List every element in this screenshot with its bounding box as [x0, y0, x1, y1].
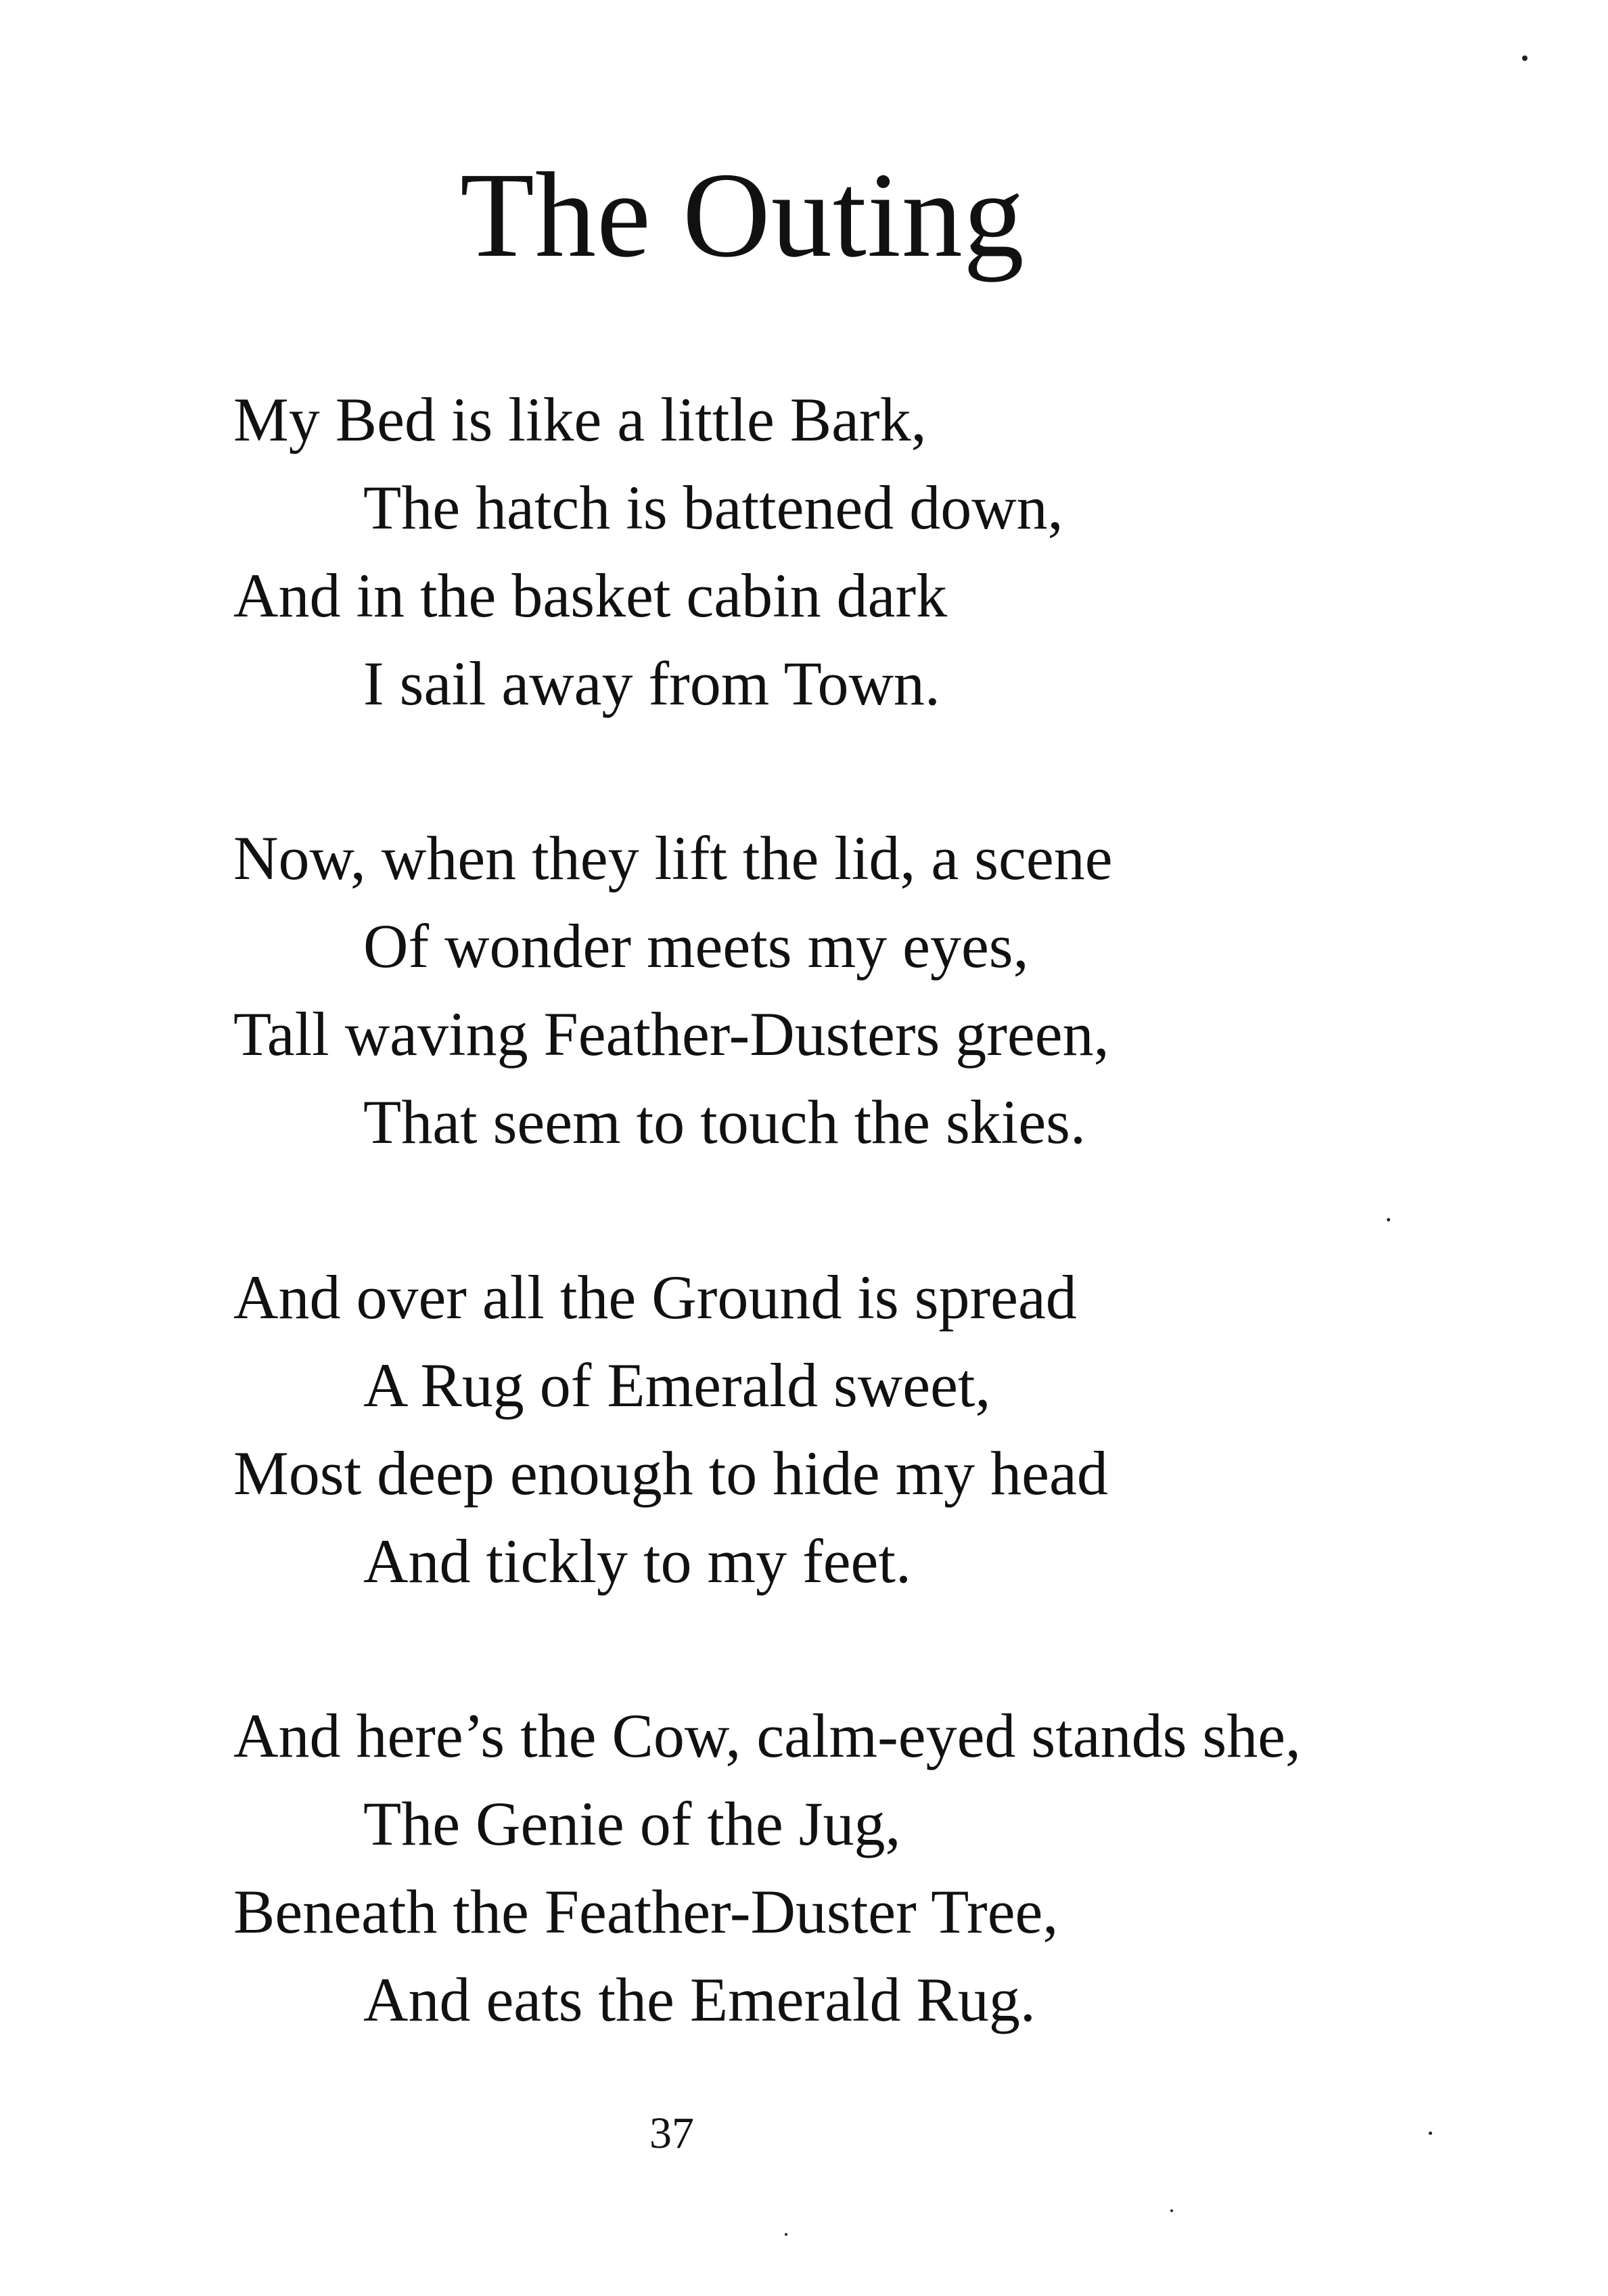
poem-line-indented: The Genie of the Jug, [363, 1789, 901, 1858]
poem-line: And over all the Ground is spread [233, 1263, 1077, 1332]
poem-line-indented: And tickly to my feet. [363, 1527, 911, 1596]
poem-line-indented: A Rug of Emerald sweet, [363, 1351, 991, 1420]
poem-line: And here’s the Cow, calm-eyed stands she, [233, 1701, 1302, 1770]
poem-line: My Bed is like a little Bark, [233, 385, 927, 454]
poem-line: Most deep enough to hide my head [233, 1439, 1108, 1508]
poem-line-indented: That seem to touch the skies. [363, 1087, 1086, 1156]
poem-line: Tall waving Feather-Dusters green, [233, 999, 1109, 1068]
scan-speck [1429, 2132, 1432, 2135]
poem-line-indented: The hatch is battened down, [363, 473, 1063, 542]
scan-speck [1387, 1218, 1390, 1221]
poem-line-indented: And eats the Emerald Rug. [363, 1965, 1036, 2034]
scan-speck [785, 2233, 787, 2236]
poem-line-indented: I sail away from Town. [363, 649, 940, 718]
page-title: The Outing [460, 148, 1025, 282]
stanza-1 [233, 376, 1063, 727]
poem-line: Beneath the Feather-Duster Tree, [233, 1877, 1059, 1946]
stanza-3 [233, 1253, 1108, 1605]
page-number: 37 [649, 2109, 694, 2158]
stanza-2 [233, 814, 1113, 1166]
poem-line: And in the basket cabin dark [233, 561, 948, 630]
poem-line-indented: Of wonder meets my eyes, [363, 911, 1029, 981]
poem-line: Now, when they lift the lid, a scene [233, 824, 1113, 893]
scan-speck [1522, 55, 1527, 61]
stanza-4 [233, 1692, 1301, 2044]
scan-speck [1170, 2209, 1173, 2212]
